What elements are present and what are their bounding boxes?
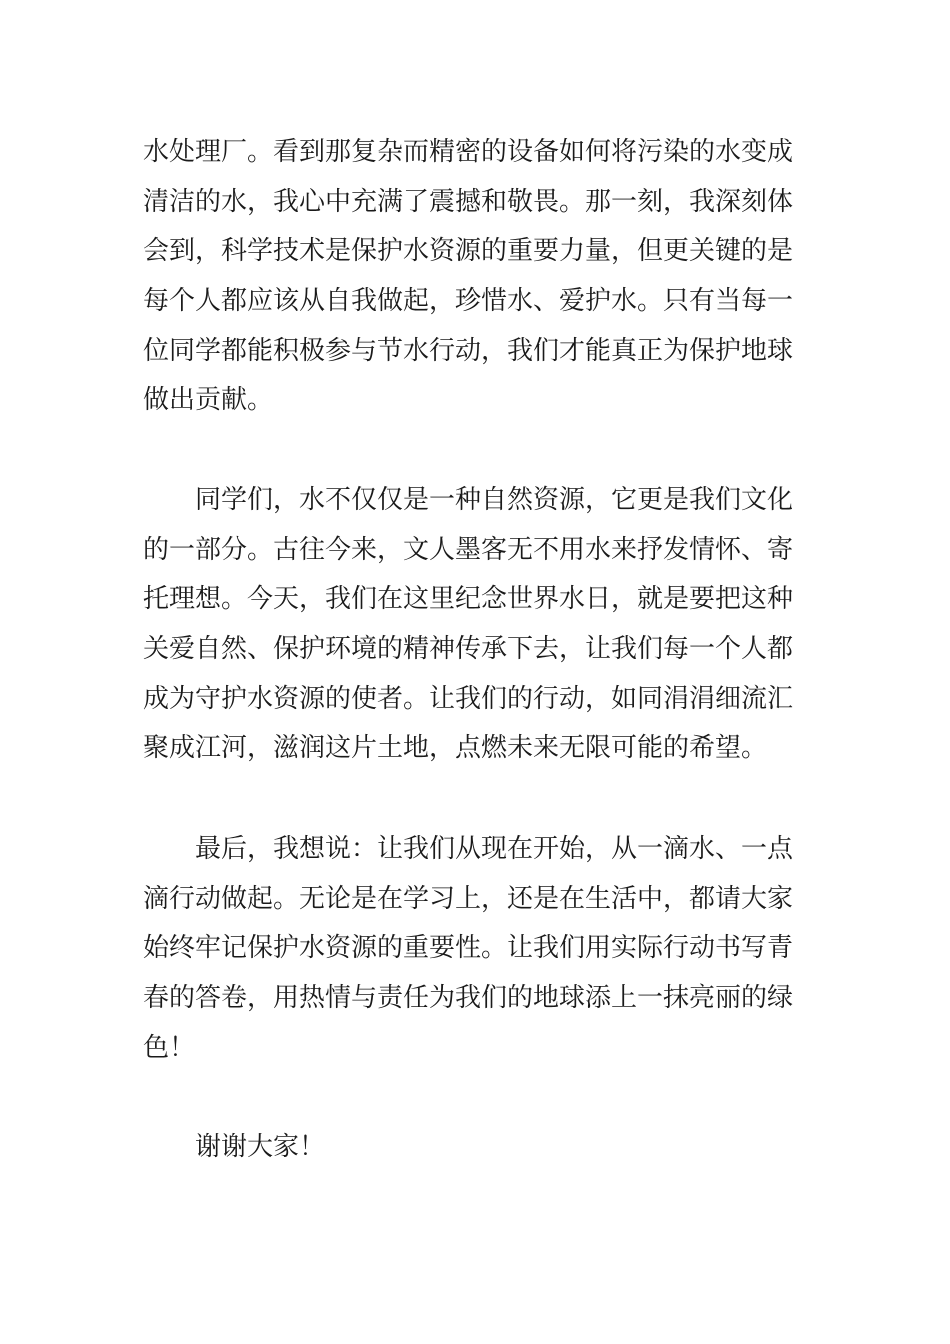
paragraph-line: 聚成江河，滋润这片土地，点燃未来无限可能的希望。 (143, 733, 768, 764)
paragraph-water-culture (143, 476, 813, 774)
paragraph-line: 成为守护水资源的使者。让我们的行动，如同涓涓细流汇 (143, 683, 794, 714)
paragraph-line: 会到，科学技术是保护水资源的重要力量，但更关键的是 (143, 236, 794, 267)
paragraph-line: 的一部分。古往今来，文人墨客无不用水来抒发情怀、寄 (143, 534, 794, 565)
paragraph-line: 位同学都能积极参与节水行动，我们才能真正为保护地球 (143, 335, 794, 366)
paragraph-line: 春的答卷，用热情与责任为我们的地球添上一抹亮丽的绿 (143, 983, 794, 1014)
paragraph-line: 关爱自然、保护环境的精神传承下去，让我们每一个人都 (143, 634, 794, 665)
paragraph-line: 始终牢记保护水资源的重要性。让我们用实际行动书写青 (143, 933, 794, 964)
paragraph-line: 做出贡献。 (143, 385, 274, 416)
paragraph-line: 最后，我想说：让我们从现在开始，从一滴水、一点 (195, 834, 794, 864)
paragraph-line: 托理想。今天，我们在这里纪念世界水日，就是要把这种 (143, 584, 794, 615)
paragraph-line: 色！ (143, 1032, 196, 1063)
paragraph-line: 水处理厂。看到那复杂而精密的设备如何将污染的水变成 (143, 137, 794, 167)
thanks-line: 谢谢大家！ (195, 1132, 326, 1162)
paragraph-line: 每个人都应该从自我做起，珍惜水、爱护水。只有当每一 (143, 286, 794, 317)
paragraph-line: 滴行动做起。无论是在学习上，还是在生活中，都请大家 (143, 883, 794, 914)
paragraph-thanks (143, 1123, 813, 1173)
paragraph-line: 同学们，水不仅仅是一种自然资源，它更是我们文化 (195, 485, 794, 515)
paragraph-closing-call (143, 825, 813, 1073)
paragraph-line: 清洁的水，我心中充满了震撼和敬畏。那一刻，我深刻体 (143, 186, 794, 217)
paragraph-water-treatment (143, 128, 813, 426)
